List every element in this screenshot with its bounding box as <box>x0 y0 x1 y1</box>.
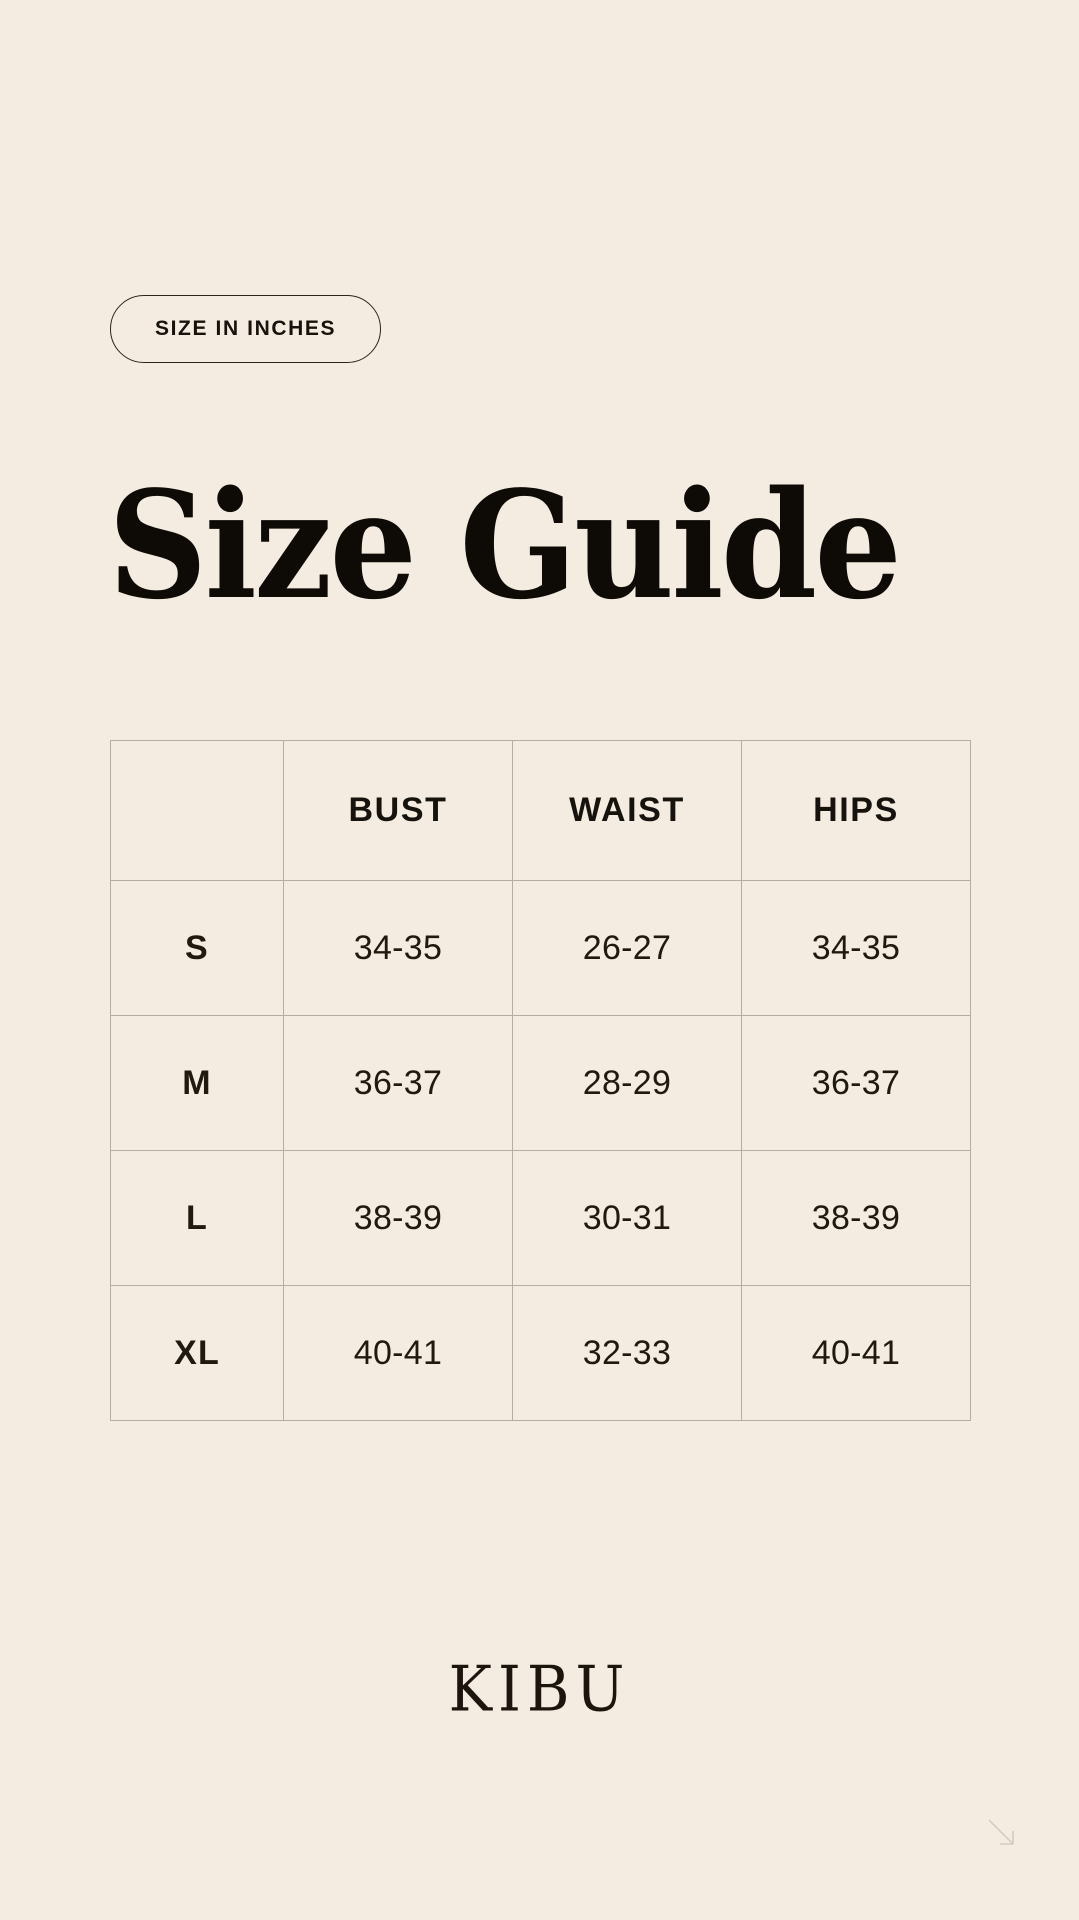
row-size-label: L <box>111 1151 284 1286</box>
row-hips-value: 36-37 <box>742 1016 971 1151</box>
size-unit-badge-label: SIZE IN INCHES <box>155 317 337 340</box>
table-header-row <box>111 741 971 881</box>
row-bust-value: 36-37 <box>284 1016 513 1151</box>
row-bust-value: 40-41 <box>284 1286 513 1421</box>
size-table-body <box>111 881 971 1421</box>
row-bust-value: 34-35 <box>284 881 513 1016</box>
brand-wordmark: KIBU <box>448 1652 631 1726</box>
row-size-label: M <box>111 1016 284 1151</box>
table-row <box>111 1016 971 1151</box>
row-bust-value: 38-39 <box>284 1151 513 1286</box>
row-hips-value: 34-35 <box>742 881 971 1016</box>
diagonal-arrow-down-right-icon <box>985 1816 1019 1850</box>
row-size-label: XL <box>111 1286 284 1421</box>
table-header-bust: BUST <box>284 741 513 881</box>
row-size-label: S <box>111 881 284 1016</box>
table-header-corner <box>111 741 284 881</box>
table-row <box>111 881 971 1016</box>
row-waist-value: 28-29 <box>513 1016 742 1151</box>
row-hips-value: 38-39 <box>742 1151 971 1286</box>
table-row <box>111 1286 971 1421</box>
row-hips-value: 40-41 <box>742 1286 971 1421</box>
size-table-container <box>110 740 970 1421</box>
size-table <box>110 740 971 1421</box>
page-title: Size Guide <box>108 458 900 633</box>
table-row <box>111 1151 971 1286</box>
size-unit-badge <box>110 295 381 363</box>
row-waist-value: 30-31 <box>513 1151 742 1286</box>
row-waist-value: 26-27 <box>513 881 742 1016</box>
row-waist-value: 32-33 <box>513 1286 742 1421</box>
table-header-waist: WAIST <box>513 741 742 881</box>
size-table-head <box>111 741 971 881</box>
table-header-hips: HIPS <box>742 741 971 881</box>
